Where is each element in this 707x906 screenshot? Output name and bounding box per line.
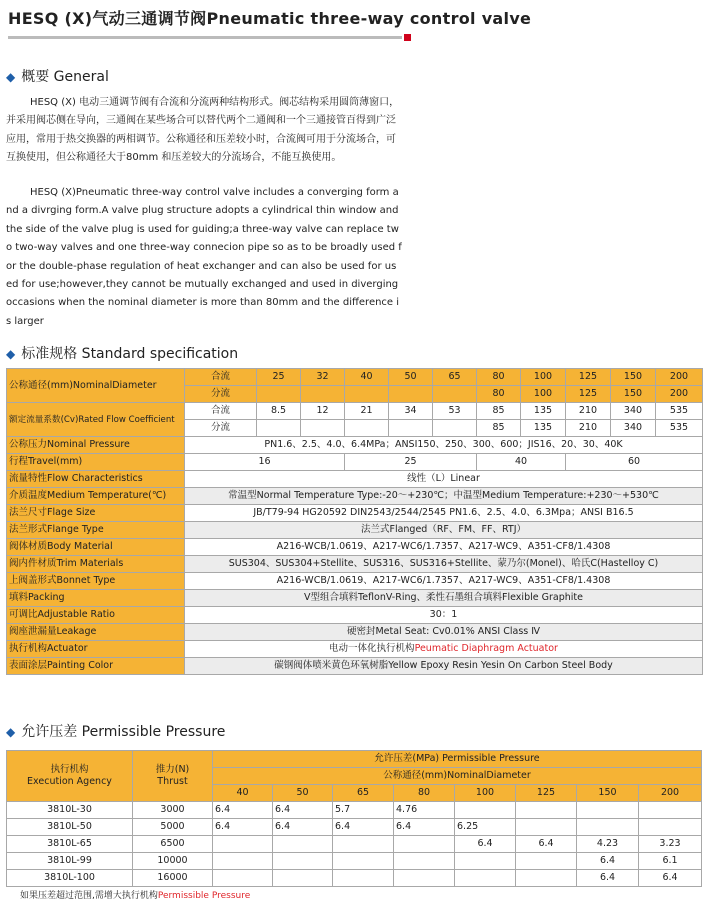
- spec-table: [6, 368, 703, 675]
- pressure-note: 如果压差超过范围,需增大执行机构Permissible Pressure: [20, 891, 251, 901]
- cv-label: 额定流量系数(Cv)Rated Flow Coefficient: [7, 403, 185, 437]
- page-title: HESQ (X)气动三通调节阀Pneumatic three-way control valve: [8, 9, 532, 28]
- table-row: 行程Travel(mm) 16 25 40 60: [7, 454, 703, 471]
- nominal-label: 公称通径(mm)NominalDiameter: [7, 369, 185, 403]
- table-row: 法兰形式Flange Type 法兰式Flanged（RF、FM、FF、RTJ）: [7, 522, 703, 539]
- table-row: 公称通径(mm)NominalDiameter 合流 25 32 40 50 65 80 100 125 150 200: [7, 369, 703, 386]
- title-rule-accent: [404, 34, 411, 41]
- table-row: 3810L-65 6500 6.4 6.4 4.23 3.23: [7, 836, 702, 853]
- agency-header: 执行机构 Execution Agency: [7, 751, 133, 802]
- table-row: 公称压力Nominal Pressure PN1.6、2.5、4.0、6.4MPa；ANSI150、250、300、600；JIS16、20、30、40K: [7, 437, 703, 454]
- table-row: 介质温度Medium Temperature(℃) 常温型Normal Temperature Type:-20～+230℃；中温型Medium Temperature:+230～+530℃: [7, 488, 703, 505]
- diamond-bullet-icon: ◆: [6, 70, 16, 84]
- general-text-zh: HESQ (X) 电动三通调节阀有合流和分流两种结构形式。阀芯结构采用圆筒薄窗口，并采用阀芯侧在导向，三通阀在某些场合可以替代两个二通阀和一个三通接管百得到广泛应用，常用于热交换器的两相调节。公称通径和压差较小时，合流阀可用于分流场合，可互换使用，但公称通径大于80mm 和压差较大的分流场合，不能互换使用。: [6, 97, 400, 164]
- pressure-heading: ◆ 允许压差 Permissible Pressure: [6, 724, 226, 740]
- table-row: 执行机构Actuator 电动一体化执行机构Peumatic Diaphragm Actuator: [7, 641, 703, 658]
- table-row: 公称通径(mm)NominalDiameter: [7, 768, 702, 785]
- table-row: 阀体材质Body Material A216-WCB/1.0619、A217-WC6/1.7357、A217-WC9、A351-CF8/1.4308: [7, 539, 703, 556]
- title-rule: [8, 36, 402, 39]
- general-heading: ◆ 概要 General: [6, 69, 109, 85]
- table-row: 3810L-100 16000 6.4 6.4: [7, 870, 702, 887]
- pressure-table: [6, 750, 702, 887]
- table-row: 分流 85 135 210 340 535: [7, 420, 703, 437]
- table-row: 流量特性Flow Characteristics 线性（L）Linear: [7, 471, 703, 488]
- table-row: 40 50 65 80 100 125 150 200: [7, 785, 702, 802]
- spec-heading: ◆ 标准规格 Standard specification: [6, 346, 239, 362]
- table-row: 表面涂层Painting Color 碳钢阀体喷米黄色环氧树脂Yellow Epoxy Resin Yesin On Carbon Steel Body: [7, 658, 703, 675]
- table-row: 额定流量系数(Cv)Rated Flow Coefficient 合流 8.5 12 21 34 53 85 135 210 340 535: [7, 403, 703, 420]
- table-row: 执行机构 Execution Agency 推力(N) Thrust 允许压差(MPa) Permissible Pressure: [7, 751, 702, 768]
- thrust-header: 推力(N) Thrust: [133, 751, 213, 802]
- table-row: 阀内件材质Trim Materials SUS304、SUS304+Stellite、SUS316、SUS316+Stellite、蒙乃尔(Monel)、哈氏C(Hastelloy C): [7, 556, 703, 573]
- table-row: 3810L-99 10000 6.4 6.1: [7, 853, 702, 870]
- table-row: 法兰尺寸Flage Size JB/T79-94 HG20592 DIN2543/2544/2545 PN1.6、2.5、4.0、6.3Mpa；ANSI B16.5: [7, 505, 703, 522]
- table-row: 阀座泄漏量Leakage 硬密封Metal Seat: Cv0.01% ANSI Class Ⅳ: [7, 624, 703, 641]
- diamond-bullet-icon: ◆: [6, 347, 16, 361]
- diamond-bullet-icon: ◆: [6, 725, 16, 739]
- general-text-en: HESQ (X)Pneumatic three-way control valve includes a converging form and a divrging form.A valve plug structure adopts a cylindrical thin window and the side of the valve plug is used for guiding;a three-way valve can replace two two-way valves and one three-way connecion pipe so as to be broadly used for the double-phase regulation of heat exchanger and can also be used for used for use;however,they cannot be mutually exchanged and used in diverging occasions when the nominal diameter is more than 80mm and the difference is larger: [6, 187, 402, 327]
- table-row: 上阀盖形式Bonnet Type A216-WCB/1.0619、A217-WC6/1.7357、A217-WC9、A351-CF8/1.4308: [7, 573, 703, 590]
- table-row: 可调比Adjustable Ratio 30：1: [7, 607, 703, 624]
- table-row: 填料Packing V型组合填料TeflonV-Ring、柔性石墨组合填料Flexible Graphite: [7, 590, 703, 607]
- table-row: 3810L-30 3000 6.4 6.4 5.7 4.76: [7, 802, 702, 819]
- table-row: 3810L-50 5000 6.4 6.4 6.4 6.4 6.25: [7, 819, 702, 836]
- table-row: 分流 80 100 125 150 200: [7, 386, 703, 403]
